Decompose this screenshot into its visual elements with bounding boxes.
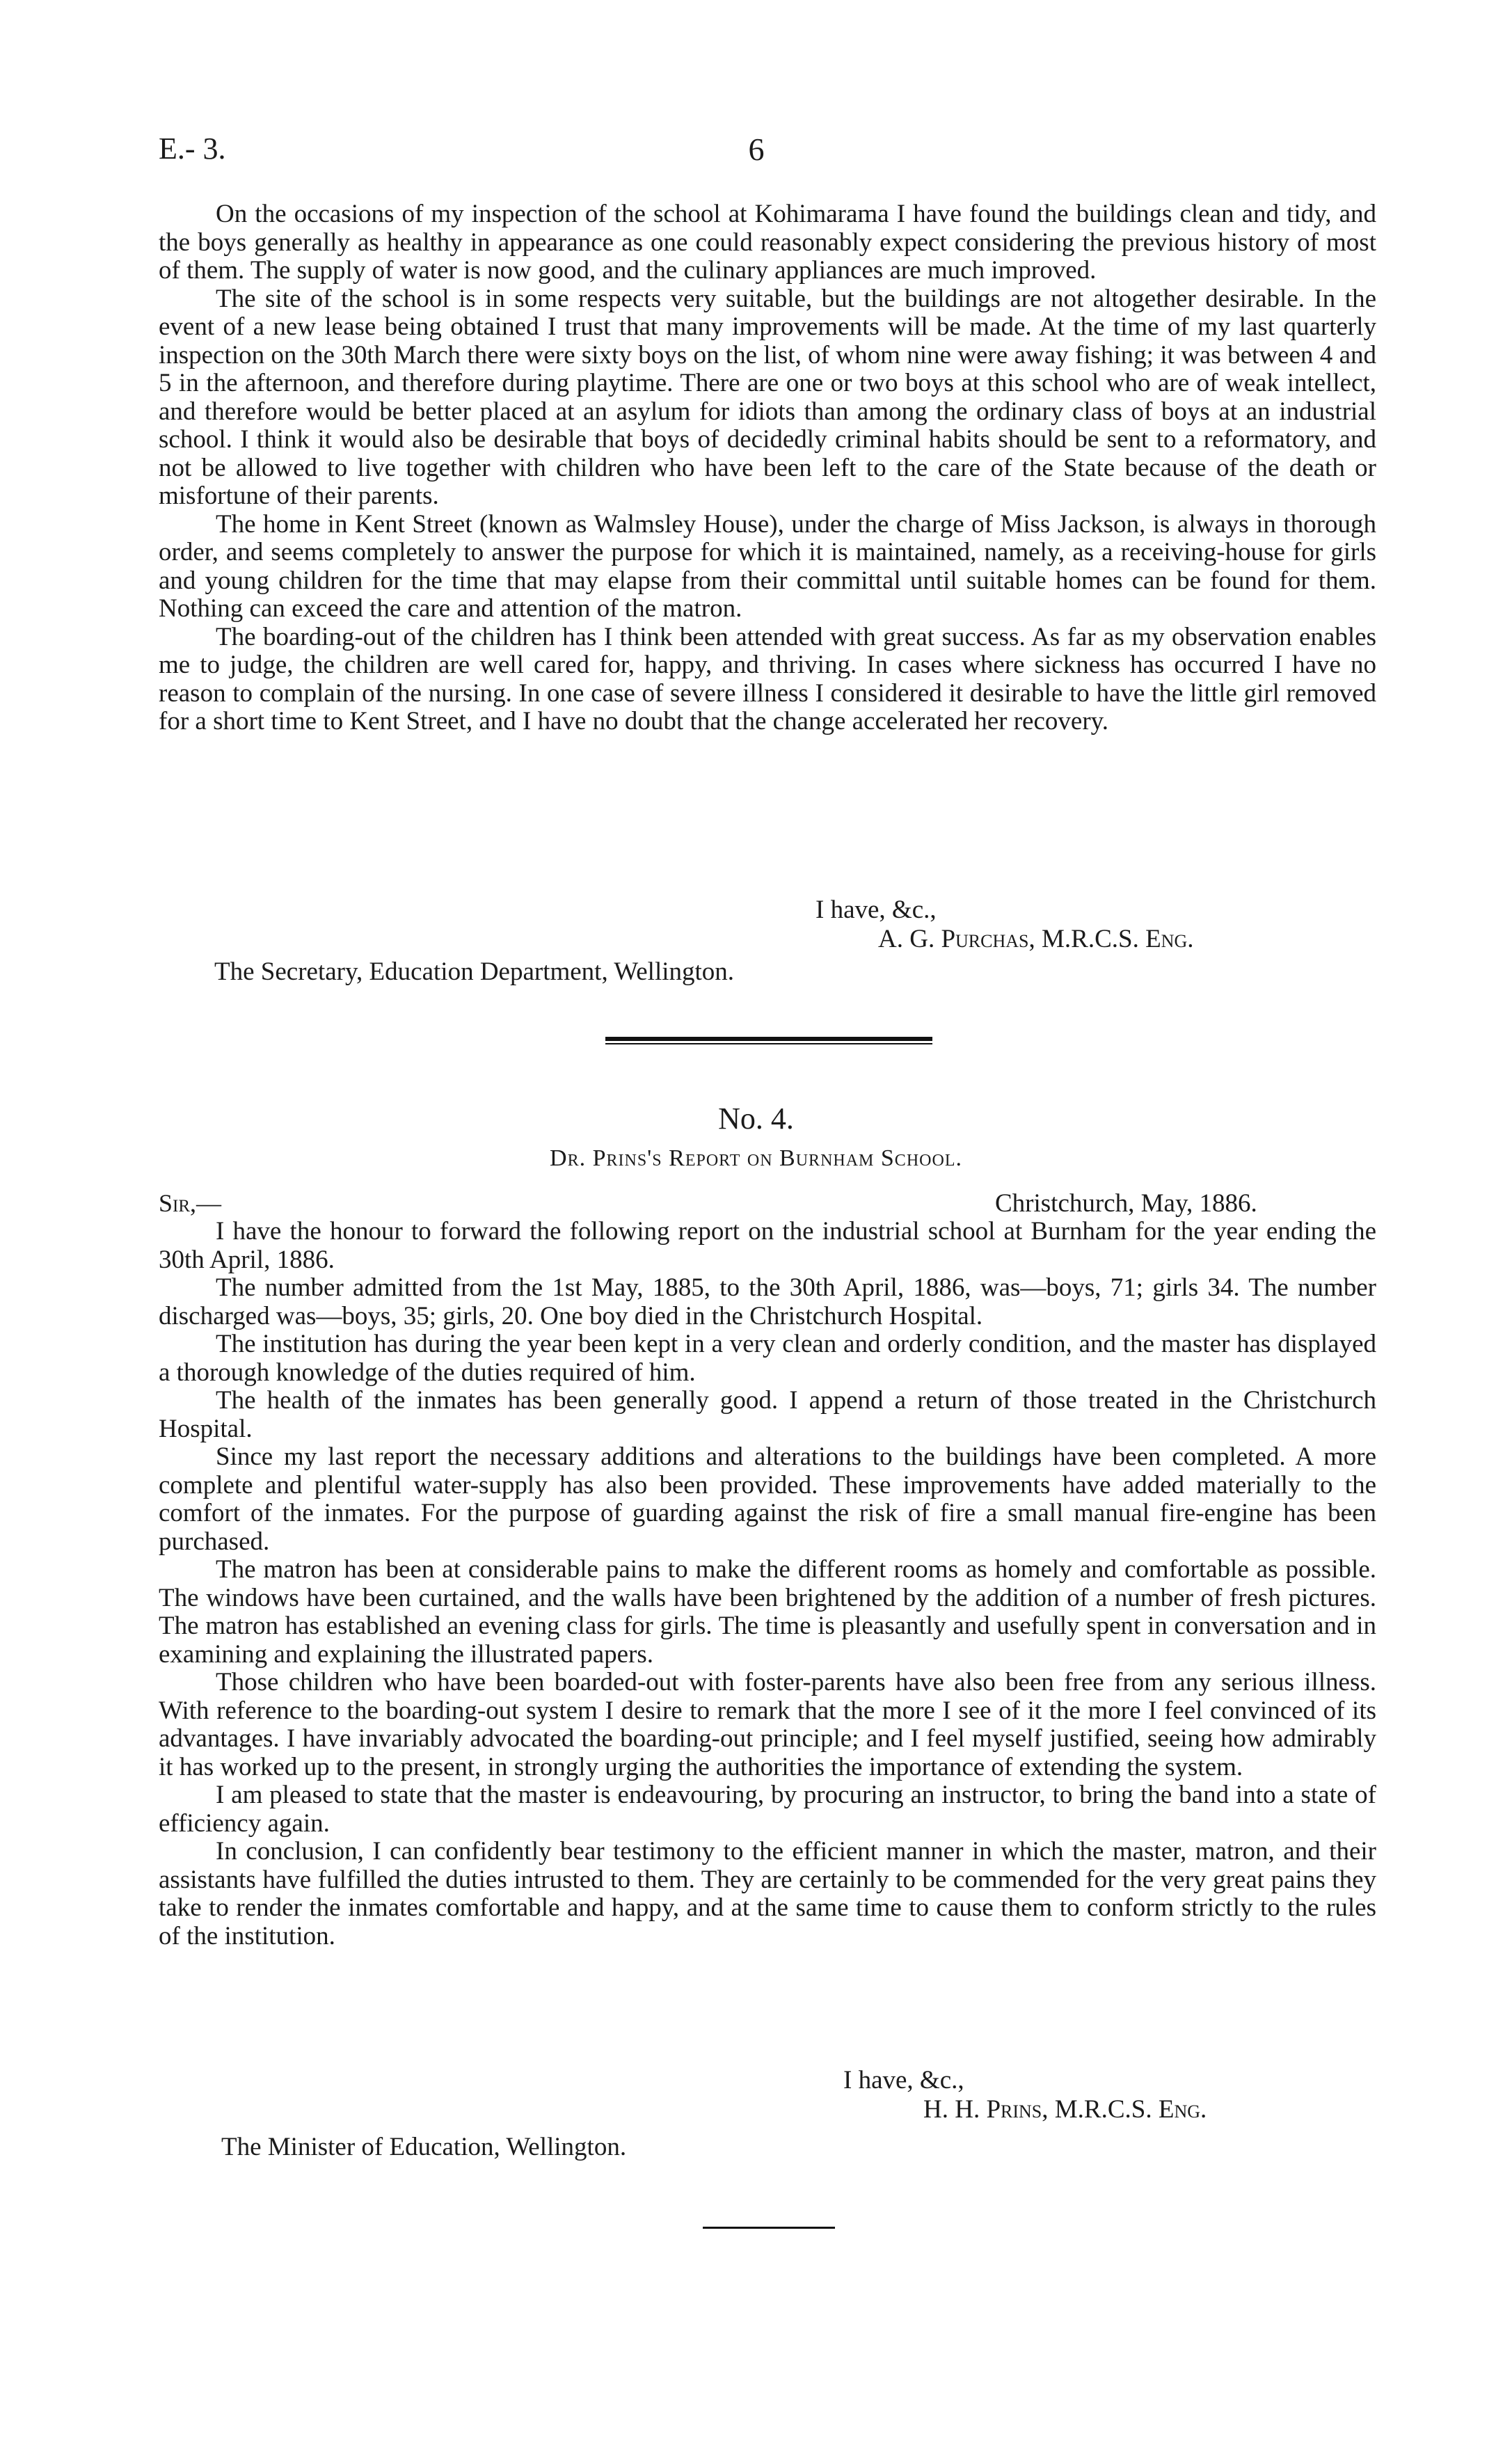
paragraph: The boarding-out of the children has I think been attended with great success. As far as my observation enables me to judge, the children are well cared for, happy, and thriving. In cases where sickness has occurred I have no reason to complain of the nursing. In one case of severe illness I considered it desirable to have the little girl removed for a short time to Kent Street, and I have no doubt that the change accelerated her recovery.	[159, 622, 1376, 736]
paragraph: The health of the inmates has been generally good. I append a return of those treated in the Christchurch Hospital.	[159, 1386, 1376, 1443]
page-id: E.- 3.	[159, 132, 226, 166]
paragraph: The institution has during the year been kept in a very clean and orderly condition, and the master has displayed a thorough knowledge of the duties required of him.	[159, 1330, 1376, 1387]
page-number: 6	[748, 132, 765, 167]
paragraph: Those children who have been boarded-out with foster-parents have also been free from any serious illness. With reference to the boarding-out system I desire to remark that the more I see of it the more I feel convinced of its advantages. I have invariably advocated the boarding-out principle; and I feel myself justified, seeing how admirably it has worked up to the present, in strongly urging the authorities the importance of extending the system.	[159, 1668, 1376, 1781]
closing-1: I have, &c.,	[815, 896, 937, 924]
salutation: Sir,—	[159, 1189, 222, 1217]
paragraph: The matron has been at considerable pains to make the different rooms as homely and comfortable as possible. The windows have been curtained, and the walls have been brightened by the addition of a number of fresh pictures. The matron has established an evening class for girls. The time is pleasantly and usefully spent in conversation and in examining and explaining the illustrated papers.	[159, 1555, 1376, 1669]
paragraph: Since my last report the necessary additions and alterations to the buildings have been completed. A more complete and plentiful water-supply has also been provided. These improvements have added materially to the comfort of the inmates. For the purpose of guarding against the risk of fire a small manual fire-engine has been purchased.	[159, 1442, 1376, 1556]
paragraph: The home in Kent Street (known as Walmsley House), under the charge of Miss Jackson, is always in thorough order, and seems completely to answer the purpose for which it is maintained, namely, as a receiving-house for girls and young children for the time that may elapse from their committal until suitable homes can be found for them. Nothing can exceed the care and attention of the matron.	[159, 509, 1376, 623]
divider-rule	[605, 1043, 932, 1044]
signature-2: H. H. Prins, M.R.C.S. Eng.	[923, 2095, 1207, 2124]
signature-1: A. G. Purchas, M.R.C.S. Eng.	[878, 925, 1194, 953]
paragraph: The site of the school is in some respects very suitable, but the buildings are not altogether desirable. In the event of a new lease being obtained I trust that many improvements will be made. At the time of my last quarterly inspection on the 30th March there were sixty boys on the list, of whom nine were away fishing; it was between 4 and 5 in the afternoon, and therefore during playtime. There are one or two boys at this school who are of weak intellect, and therefore would be better placed at an asylum for idiots than among the ordinary class of boys at an industrial school. I think it would also be desirable that boys of decidedly criminal habits should be sent to a reformatory, and not be allowed to live together with children who have been left to the care of the State because of the death or misfortune of their parents.	[159, 284, 1376, 510]
closing-2: I have, &c.,	[843, 2066, 964, 2094]
divider-rule	[605, 1037, 932, 1041]
dateline: Christchurch, May, 1886.	[995, 1189, 1257, 1218]
report-number: No. 4.	[718, 1102, 794, 1136]
paragraph: On the occasions of my inspection of the school at Kohimarama I have found the buildings clean and tidy, and the boys generally as healthy in appearance as one could reasonably expect considering the previous history of most of them. The supply of water is now good, and the culinary appliances are much improved.	[159, 200, 1376, 285]
paragraph: I am pleased to state that the master is endeavouring, by procuring an instructor, to bring the band into a state of efficiency again.	[159, 1781, 1376, 1838]
report-title: Dr. Prins's Report on Burnham School.	[550, 1145, 962, 1171]
paragraph: In conclusion, I can confidently bear testimony to the efficient manner in which the master, matron, and their assistants have fulfilled the duties intrusted to them. They are certainly to be commended for the very great pains they take to render the inmates comfortable and happy, and at the same time to cause them to conform strictly to the rules of the institution.	[159, 1837, 1376, 1950]
section-1-body	[159, 200, 1376, 736]
end-rule	[703, 2227, 835, 2229]
section-2-body	[159, 1218, 1376, 1950]
paragraph: I have the honour to forward the following report on the industrial school at Burnham for the year ending the 30th April, 1886.	[159, 1217, 1376, 1274]
addressee-1: The Secretary, Education Department, Wellington.	[214, 957, 735, 986]
paragraph: The number admitted from the 1st May, 1885, to the 30th April, 1886, was—boys, 71; girls 34. The number discharged was—boys, 35; girls, 20. One boy died in the Christchurch Hospital.	[159, 1273, 1376, 1330]
addressee-2: The Minister of Education, Wellington.	[221, 2133, 627, 2161]
